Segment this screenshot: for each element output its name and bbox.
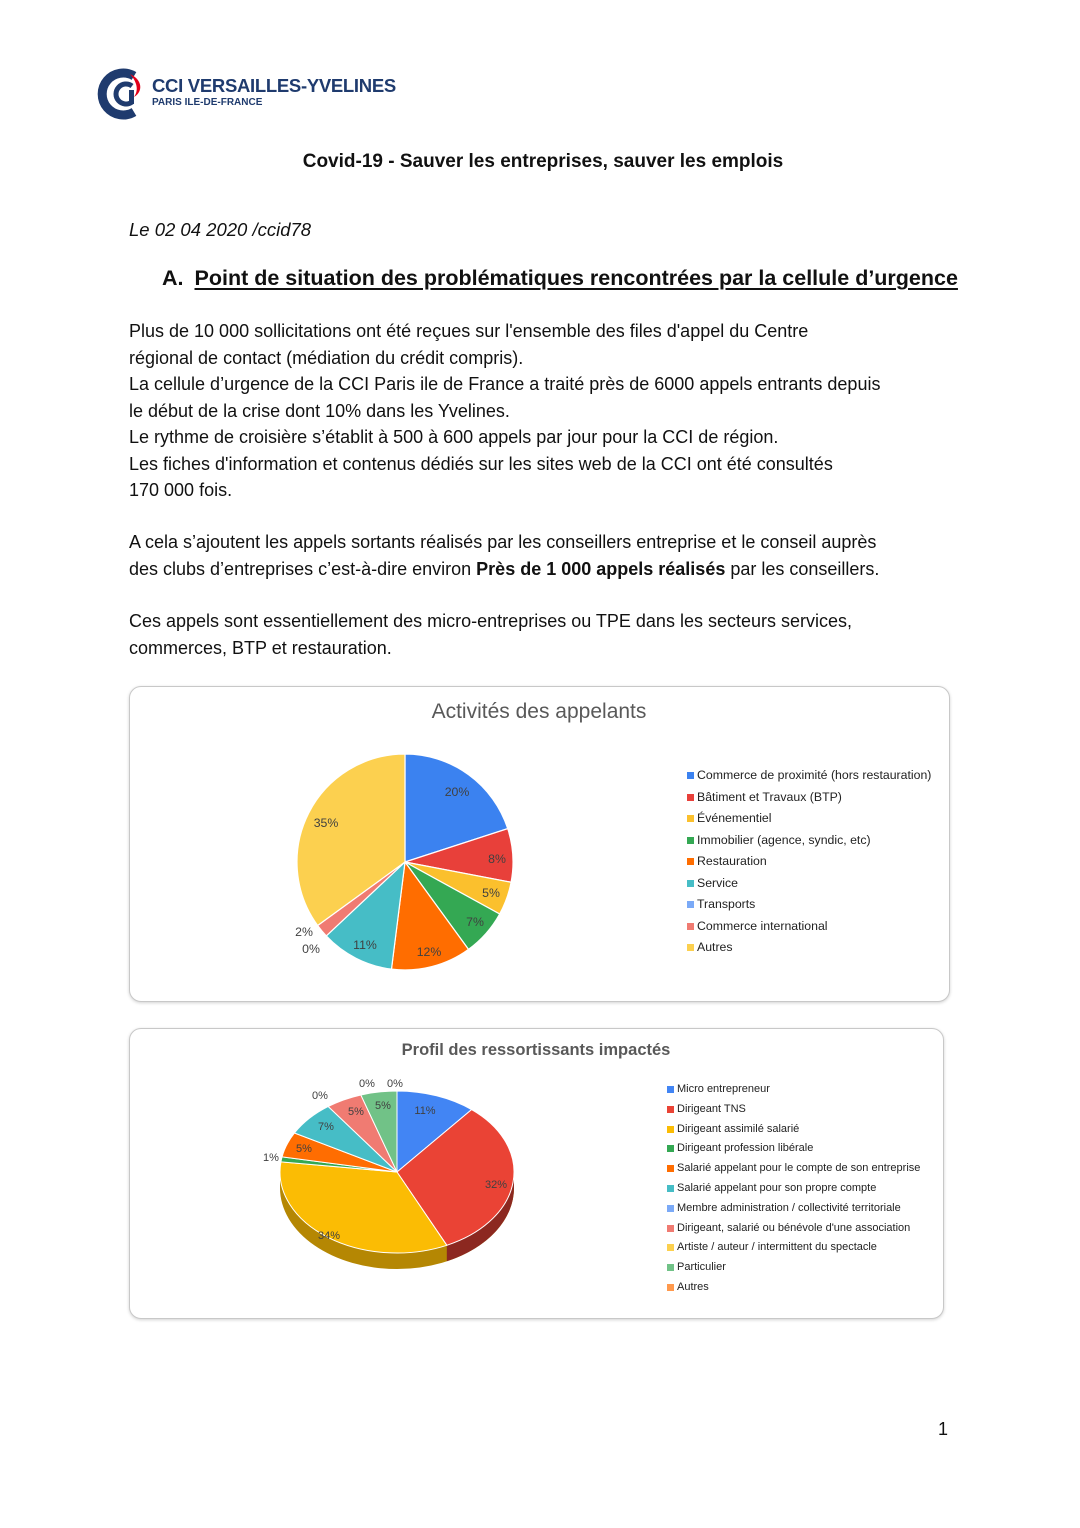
paragraph-line: Le rythme de croisière s’établit à 500 à 600 appels par jour pour la CCI de région. bbox=[129, 427, 779, 447]
legend-swatch bbox=[667, 1126, 674, 1133]
pie-data-label: 34% bbox=[317, 1230, 341, 1242]
legend-swatch bbox=[667, 1086, 674, 1093]
legend-item bbox=[687, 919, 931, 941]
legend-swatch bbox=[687, 901, 694, 908]
paragraph-text: par les conseillers. bbox=[725, 558, 880, 579]
pie-data-label: 0% bbox=[387, 1078, 403, 1090]
paragraph-line: A cela s’ajoutent les appels sortants réalisés par les conseillers entreprise et le conseil auprès bbox=[129, 532, 877, 552]
pie-data-label: 7% bbox=[318, 1121, 334, 1133]
pie-data-label: 8% bbox=[488, 852, 506, 866]
legend-label: Commerce de proximité (hors restauration) bbox=[697, 768, 932, 782]
legend-swatch bbox=[667, 1145, 674, 1152]
legend-item bbox=[667, 1202, 920, 1222]
legend-item bbox=[687, 811, 931, 833]
paragraph-2 bbox=[129, 529, 952, 582]
pie-data-label: 5% bbox=[348, 1106, 364, 1118]
paragraph-bold-text: Près de 1 000 appels réalisés bbox=[476, 558, 726, 579]
pie-data-label: 0% bbox=[312, 1090, 328, 1102]
section-heading bbox=[162, 266, 958, 291]
section-heading-text: Point de situation des problématiques rencontrées par la cellule d’urgence bbox=[194, 266, 958, 290]
legend-item bbox=[687, 768, 931, 790]
legend-label: Autres bbox=[697, 940, 733, 954]
legend-swatch bbox=[687, 858, 694, 865]
legend-swatch bbox=[687, 880, 694, 887]
pie-data-label: 11% bbox=[353, 938, 377, 952]
pie-data-label: 1% bbox=[263, 1152, 279, 1164]
pie-data-label: 7% bbox=[466, 915, 484, 929]
legend-label: Particulier bbox=[677, 1261, 726, 1274]
legend-swatch bbox=[687, 837, 694, 844]
legend-item bbox=[687, 833, 931, 855]
legend-item bbox=[687, 940, 931, 962]
legend-item bbox=[667, 1083, 920, 1103]
pie-data-label: 5% bbox=[482, 886, 500, 900]
pie-data-label: 35% bbox=[313, 816, 339, 830]
legend-swatch bbox=[667, 1244, 674, 1251]
paragraph-line: le début de la crise dont 10% dans les Yvelines. bbox=[129, 400, 510, 421]
section-number: A. bbox=[162, 266, 184, 290]
legend-item bbox=[667, 1103, 920, 1123]
chart-profil-legend bbox=[667, 1083, 920, 1301]
paragraph-line: Ces appels sont essentiellement des micro-entreprises ou TPE dans les secteurs services, bbox=[129, 611, 852, 631]
paragraph-line: La cellule d’urgence de la CCI Paris ile de France a traité près de 6000 appels entrants depuis bbox=[129, 374, 881, 394]
legend-label: Service bbox=[697, 875, 739, 890]
logo-name: CCI VERSAILLES-YVELINES bbox=[152, 75, 396, 96]
legend-swatch bbox=[667, 1264, 674, 1271]
pie-data-label: 12% bbox=[416, 945, 442, 959]
legend-swatch bbox=[667, 1185, 674, 1192]
legend-label: Immobilier (agence, syndic, etc) bbox=[697, 832, 871, 847]
legend-label: Bâtiment et Travaux (BTP) bbox=[697, 789, 842, 804]
legend-item bbox=[667, 1222, 920, 1242]
legend-label: Autres bbox=[677, 1280, 709, 1293]
legend-item bbox=[687, 854, 931, 876]
paragraph-text: des clubs d’entreprises c’est-à-dire environ bbox=[129, 558, 477, 579]
pie-data-label: 0% bbox=[359, 1078, 375, 1090]
paragraph-line: Plus de 10 000 sollicitations ont été reçues sur l'ensemble des files d'appel du Centre bbox=[129, 321, 809, 341]
document-title: Covid-19 - Sauver les entreprises, sauver les emplois bbox=[302, 151, 784, 172]
pie-data-label: 0% bbox=[302, 942, 320, 956]
legend-swatch bbox=[667, 1106, 674, 1113]
legend-item bbox=[667, 1241, 920, 1261]
legend-label: Transports bbox=[697, 897, 756, 911]
pie-data-label: 5% bbox=[375, 1100, 391, 1112]
legend-swatch bbox=[667, 1205, 674, 1212]
logo-subtitle: PARIS ILE-DE-FRANCE bbox=[152, 97, 263, 108]
legend-item bbox=[687, 790, 931, 812]
legend-item bbox=[667, 1142, 920, 1162]
legend-label: Événementiel bbox=[697, 811, 772, 825]
paragraph-line: 170 000 fois. bbox=[129, 480, 233, 500]
legend-label: Restauration bbox=[697, 854, 767, 868]
legend-item bbox=[667, 1162, 920, 1182]
legend-item bbox=[667, 1261, 920, 1281]
legend-label: Salarié appelant pour le compte de son entreprise bbox=[677, 1162, 921, 1175]
paragraph-line: Les fiches d'information et contenus dédiés sur les sites web de la CCI ont été consultés bbox=[129, 453, 833, 474]
legend-swatch bbox=[687, 794, 694, 801]
legend-swatch bbox=[667, 1225, 674, 1232]
paragraph-line: régional de contact (médiation du crédit compris). bbox=[129, 347, 524, 368]
legend-label: Dirigeant assimilé salarié bbox=[677, 1122, 800, 1135]
document-date: Le 02 04 2020 /ccid78 bbox=[129, 219, 312, 240]
chart-activites-box bbox=[129, 686, 950, 1002]
chart-activites-legend bbox=[687, 768, 931, 962]
legend-swatch bbox=[687, 815, 694, 822]
legend-swatch bbox=[687, 944, 694, 951]
legend-label: Micro entrepreneur bbox=[677, 1083, 770, 1095]
pie-data-label: 5% bbox=[296, 1143, 312, 1155]
paragraph-line: commerces, BTP et restauration. bbox=[129, 637, 392, 658]
legend-swatch bbox=[687, 772, 694, 779]
paragraph-3 bbox=[129, 608, 952, 661]
legend-label: Commerce international bbox=[697, 918, 828, 933]
pie-data-label: 20% bbox=[444, 785, 470, 799]
legend-label: Salarié appelant pour son propre compte bbox=[677, 1181, 877, 1194]
paragraph-1 bbox=[129, 318, 952, 504]
legend-swatch bbox=[687, 923, 694, 930]
legend-item bbox=[687, 876, 931, 898]
legend-item bbox=[667, 1123, 920, 1143]
legend-label: Dirigeant profession libérale bbox=[677, 1142, 814, 1155]
cci-logo-icon bbox=[94, 66, 148, 122]
legend-item bbox=[667, 1182, 920, 1202]
pie-data-label: 2% bbox=[295, 925, 313, 939]
legend-item bbox=[667, 1281, 920, 1301]
pie-data-label: 32% bbox=[484, 1179, 508, 1191]
chart-profil-box bbox=[129, 1028, 944, 1319]
legend-label: Membre administration / collectivité territoriale bbox=[677, 1201, 901, 1214]
legend-item bbox=[687, 897, 931, 919]
legend-label: Dirigeant, salarié ou bénévole d'une association bbox=[677, 1221, 911, 1234]
paragraph-line bbox=[129, 556, 952, 583]
legend-label: Artiste / auteur / intermittent du spectacle bbox=[677, 1241, 877, 1254]
pie-data-label: 11% bbox=[414, 1105, 436, 1117]
legend-swatch bbox=[667, 1165, 674, 1172]
page-number: 1 bbox=[938, 1419, 949, 1439]
chart-title: Profil des ressortissants impactés bbox=[401, 1041, 671, 1059]
chart-title: Activités des appelants bbox=[431, 700, 647, 723]
legend-label: Dirigeant TNS bbox=[677, 1102, 746, 1115]
legend-swatch bbox=[667, 1284, 674, 1291]
cci-logo bbox=[94, 66, 414, 122]
